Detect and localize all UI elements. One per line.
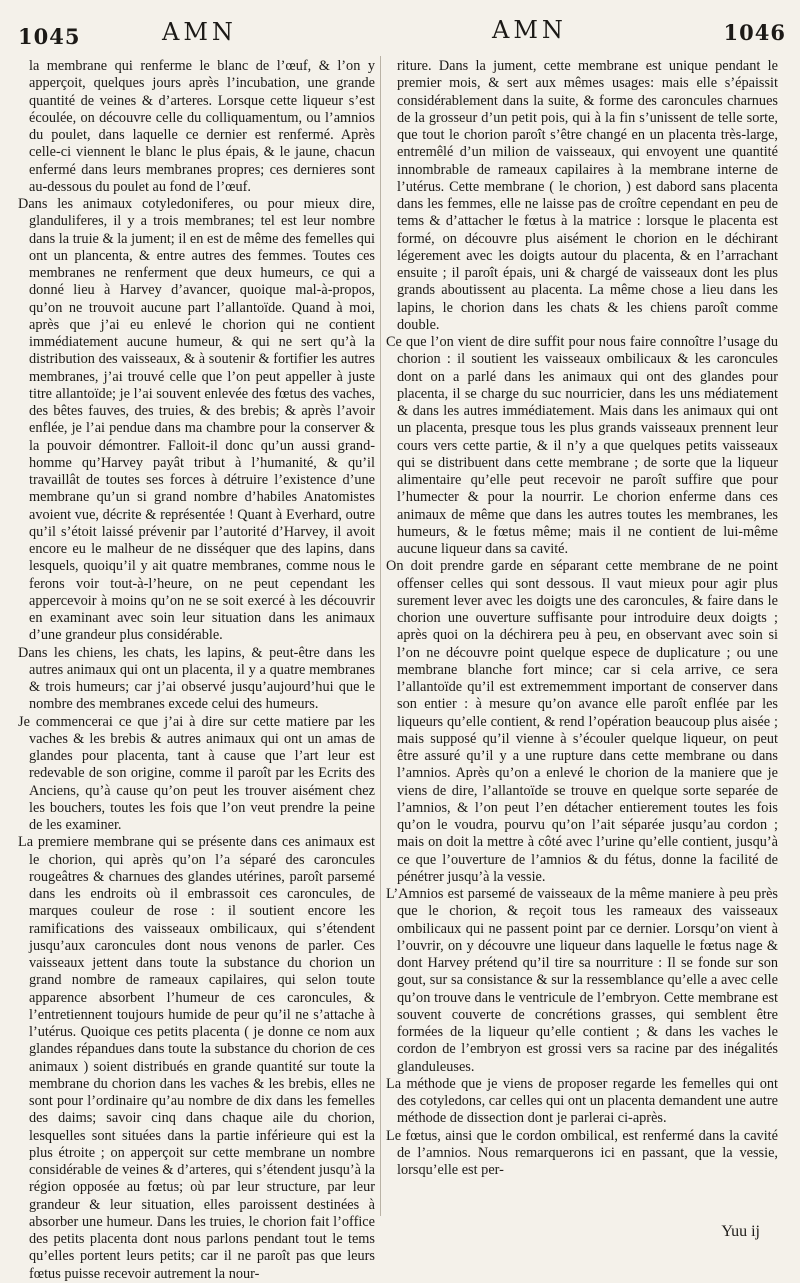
- paragraph: On doit prendre garde en séparant cette membrane de ne point offenser celles qui sont dessous. Il vaut mieux pour agir plus surement lever avec les doigts une des caroncules, & faire dans le chorion une ouverture suffisante pour introduire deux doigts ; après quoi on la déchirera peu à peu, en observant avec soin si l’on ne découvre point quelque espece de duplicature ; ou une membrane blanche fort mince; car si cela arrive, ce sera l’allantoïde qu’il est extrememment important de conserver dans son entier : à mesure qu’on avance elle paroît enflée par les liqueurs qu’elle contient, & rend l’opération beaucoup plus aisée ; mais supposé qu’il vienne à s’écouler quelque liqueur, on peut être assuré qu’il y a une rupture dans cette membrane ou dans l’amnios. Après qu’on a enlevé le chorion de la maniere que je viens de dire, l’allantoïde se trouve en quelque sorte separée de l’amnios, & l’on peut l’en détacher entierement toutes les fois qu’on le voudra, pourvu qu’on l’ait séparée jusqu’au cordon ; mais on doit la mettre à côté avec l’urine qu’elle contient, jusqu’à ce que l’ouverture de l’amnios & du fétus, donne la facilité de pénétrer jusqu’à la vessie.: [386, 558, 778, 885]
- page-number-left: 1045: [18, 24, 81, 49]
- paragraph: Le fœtus, ainsi que le cordon ombilical, est renfermé dans la cavité de l’amnios. Nous remarquerons ici en passant, que la vessie, lorsqu’elle est per-: [386, 1127, 778, 1178]
- running-title-left: AMN: [162, 18, 237, 46]
- paragraph: La premiere membrane qui se présente dans ces animaux est le chorion, qui après qu’on l’a séparé des caroncules rougeâtres & charnues des glandes utérines, paroît parsemé dans les endroits où il embrassoit ces caroncules, de marques couleur de rose : il soutient encore les ramifications des vaisseaux ombilicaux, qui s’étendent jusqu’aux caroncules dont nous venons de parler. Ces vaisseaux jettent dans toute la substance du chorion un grand nombre de rameaux capilaires, qui selon toute apparence absorbent l’humeur de ces caroncules, & l’entretiennent toujours humide de peur qu’il ne s’attache à l’utérus. Quoique ces petits placenta ( je donne ce nom aux glandes répandues dans toute la substance du chorion de ces animaux ) soient distribués en grande quantité sur toute la membrane du chorion dans les vaches & les brebis, elles ne sont pour l’ordinaire qu’au nombre de dix dans les femelles des daims; savoir cinq dans chaque aile du chorion, lesquelles sont situées dans la partie inférieure qui est la plus étroite ; on apperçoit sur cette membrane un nombre considérable de veines & d’arteres, qui s’étendent jusqu’à la région opposée au fœtus; où par leur structure, par leur grandeur & leur situation, elles paroissent destinées à absorber une humeur. Dans les truies, le chorion fait l’office des petits placenta dont nous parlons pendant tout le tems qu’elles portent leurs petits; car il ne paroît pas que leurs fœtus puisse recevoir autrement la nour-: [18, 834, 375, 1282]
- running-header: [0, 12, 800, 52]
- running-title-right: AMN: [492, 16, 567, 44]
- paragraph: La méthode que je viens de proposer regarde les femelles qui ont des cotyledons, car celles qui ont un placenta demandent une autre méthode de dissection dont je parlerai ci-après.: [386, 1075, 778, 1127]
- left-column: [18, 58, 375, 1282]
- right-column: [386, 58, 778, 1218]
- paragraph: riture. Dans la jument, cette membrane est unique pendant le premier mois, & sert aux mêmes usages: mais elle s’épaissit considérablement dans la suite, & forme des caroncules charnues de la grosseur d’un petit pois, qui à la fin s’unissent de telle sorte, que tout le chorion paroît s’être changé en un placenta très-large, entremêlé d’un milion de vaisseaux, qui envoyent une quantité innombrable de rameaux capilaires à la membrane interne de l’utérus. Cette membrane ( le chorion, ) est dabord sans placenta dans les femmes, elle ne laisse pas de croître cependant en peu de tems & d’attacher le fœtus à la matrice : lorsque le placenta est formé, on découvre plus aisément le chorion en le déchirant légerement avec les doigts autour du placenta, & en l’arrachant ensuite ; il paroît épais, uni & chargé de vaisseaux dont les plus grands aboutissent au placenta. La même chose a lieu dans les lapins, le chorion dans les chats & les chiens paroît comme double.: [397, 58, 778, 333]
- signature-mark: Yuu ij: [721, 1223, 760, 1240]
- column-divider: [380, 56, 381, 1216]
- paragraph: Ce que l’on vient de dire suffit pour nous faire connoître l’usage du chorion : il soutient les vaisseaux ombilicaux & les caroncules dont on a parlé dans les animaux qui ont des glandes pour placenta, il se charge du suc nourricier, dans les uns médiatement & dans les autres immédiatement. Mais dans les animaux qui ont un placenta, presque tous les plus grands vaisseaux prennent leur cours vers cette partie, & il n’y a que quelques petits vaisseaux qui se distribuent dans cette membrane ; de sorte que la liqueur alimentaire qu’elle peut recevoir ne paroît suffire que pour l’humecter & pour la nourrir. Le chorion enferme dans ces animaux de même que dans les autres toutes les membranes, les humeurs, & le fœtus même; mais il ne contient de lui-même aucune liqueur dans sa cavité.: [386, 334, 778, 557]
- page-number-right: 1046: [723, 20, 786, 45]
- paragraph: Je commencerai ce que j’ai à dire sur cette matiere par les vaches & les brebis & autres animaux qui ont un amas de glandes pour placenta, tant à cause que l’art leur est redevable de son origine, comme il paroît par les Ecrits des Anciens, qu’à cause qu’on peut les trouver aisément chez les bouchers, toutes les fois que l’on veut prendre la peine de les examiner.: [18, 713, 375, 833]
- paragraph: Dans les chiens, les chats, les lapins, & peut-être dans les autres animaux qui ont un placenta, il y a quatre membranes & trois humeurs; car j’ai observé jusqu’aujourd’hui que le nombre des membranes excede celui des humeurs.: [18, 644, 375, 713]
- paragraph: la membrane qui renferme le blanc de l’œuf, & l’on y apperçoit, quelques jours après l’incubation, une grande quantité de veines & d’arteres. Lorsque cette liqueur s’est écoulée, on découvre celle du colliquamentum, ou l’amnios du poulet, dans laquelle ce dernier est renfermé. Après celle-ci viennent le blanc le plus épais, & le jaune, chacun enfermé dans leurs membranes propres; ces dernieres sont au-dessous du poulet au fond de l’œuf.: [29, 58, 375, 195]
- paragraph: Dans les animaux cotyledoniferes, ou pour mieux dire, glanduliferes, il y a trois membranes; tel est leur nombre dans la truie & la jument; il en est de même des femelles qui ont un plancenta, & entre autres des femmes. Toutes ces membranes ne renferment que deux humeurs, ce qui a donné lieu à Harvey d’avancer, quoique mal-à-propos, qu’on ne trouvoit aucune part l’allantoïde. Quand à moi, après que j’ai eu enlevé le chorion qui ne contient immédiatement aucune humeur, & qui ne sert qu’à la distribution des vaisseaux, & à soutenir & fortifier les autres membranes, j’ai trouvé celle que l’on peut appeller à juste titre allantoïde; je l’ai souvent enlevée des fœtus des vaches, des bêtes fauves, des truies, & des brebis; & après l’avoir enflée, je l’ai pendue dans ma chambre pour la conserver & la pouvoir démontrer. Falloit-il donc qu’un aussi grand-homme qu’Harvey payât tribut à l’humanité, & qu’il travaillât de toutes ses forces à détruire l’existence d’une membrane qu’un si grand nombre d’habiles Anatomistes avoient vue, décrite & représentée ! Quant à Everhard, outre qu’il s’étoit laissé prévenir par l’autorité d’Harvey, il avoit encore eu le malheur de ne disséquer que des lapins, dans lesquels, quoiqu’il y ait quatre membranes, comme nous le ferons voir tout-à-l’heure, on ne peut cependant les appercevoir à moins qu’on ne se soit exercé à les découvrir en examinant avec soin leur situation dans les animaux d’une grandeur plus considérable.: [18, 196, 375, 644]
- paragraph: L’Amnios est parsemé de vaisseaux de la même maniere à peu près que le chorion, & reçoit tous les rameaux des vaisseaux ombilicaux qui ne passent point par ce dernier. Lorsqu’on vient à l’ouvrir, on y découvre une liqueur dans laquelle le fœtus nage & dont Harvey prétend qu’il tire sa nourriture : Il se fonde sur son gout, sur sa consistance & sur la ressemblance qu’elle a avec celle qu’on trouve dans le ventricule de l’embryon. Cette membrane est souvent couverte de concrétions grasses, qui semblent être formées de la liqueur qu’elle contient ; & dans les vaches le cordon de l’embryon est grossi vers sa racine par des inégalités glanduleuses.: [386, 886, 778, 1075]
